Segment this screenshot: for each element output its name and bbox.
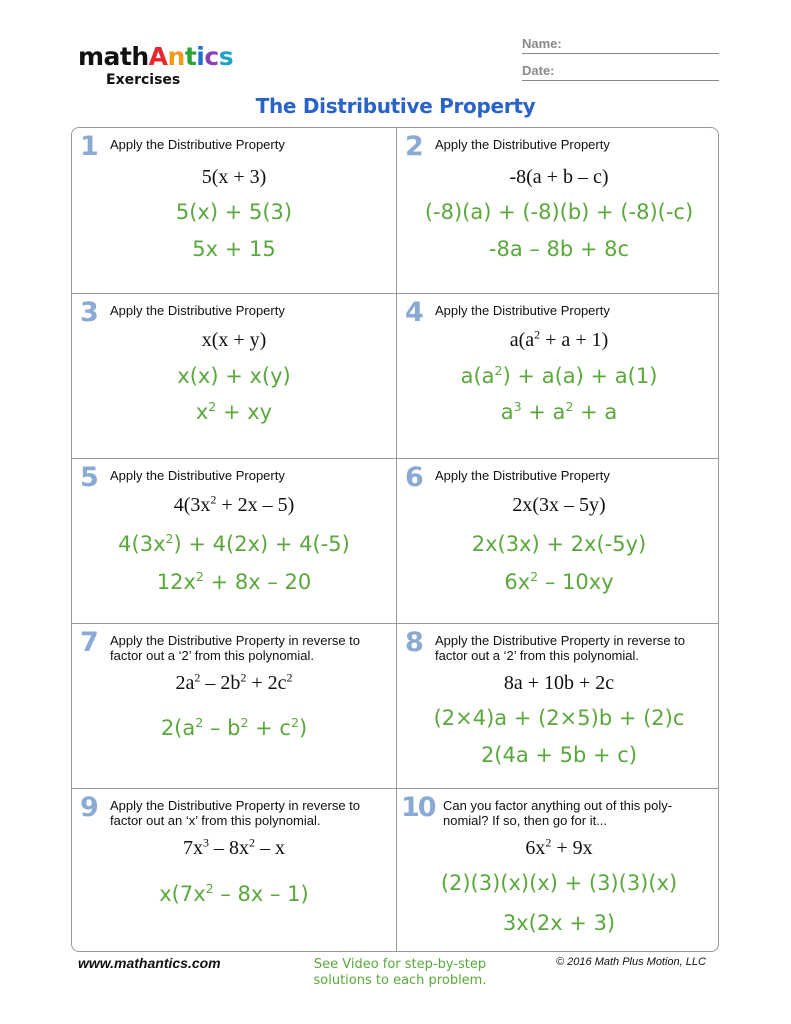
problem-number: 4 — [405, 297, 424, 328]
problem-expression: -8(a + b – c) — [509, 166, 609, 188]
problem-expression: 2x(3x – 5y) — [512, 494, 606, 516]
answer-step: 3x(2x + 3) — [502, 911, 616, 935]
answer-step: $12x^2 + 8x - 20$ — [156, 569, 312, 594]
problem-expression: $2a^2 - 2b^2 + 2c^2$ — [175, 670, 293, 694]
problem-number: 8 — [405, 627, 424, 658]
name-label: Name: — [522, 36, 562, 51]
problem-instruction: Can you factor anything out of this poly- nomial? If so, then go for it... — [443, 798, 673, 828]
problem-expression: $7x^3 - 8x^2$ – x — [183, 835, 285, 859]
problem-instruction: Apply the Distributive Property — [110, 137, 285, 152]
problem-number: 1 — [80, 131, 99, 162]
problem-instruction: Apply the Distributive Property — [110, 468, 285, 483]
problem-instruction: Apply the Distributive Property in reverse to factor out an ‘x’ from this polynomial. — [110, 798, 360, 828]
problem-cell-2 — [397, 128, 719, 293]
problem-cell-8 — [397, 624, 719, 788]
website-link[interactable]: www.mathantics.com — [78, 955, 221, 971]
problem-number: 10 — [401, 792, 435, 823]
problem-instruction: Apply the Distributive Property — [435, 303, 610, 318]
problem-number: 9 — [80, 792, 99, 823]
answer-step: $2(a^2 - b^2 + c^2)$ — [160, 715, 308, 740]
answer-step: $a^3 + a^2 + a$ — [500, 399, 618, 424]
answer-step: (2)(3)(x)(x) + (3)(3)(x) — [440, 871, 678, 895]
answer-step: $6x^2 - 10xy$ — [504, 569, 614, 594]
problem-expression: $6x^2 + 9x$ — [525, 835, 593, 859]
answer-step: x(x) + x(y) — [177, 364, 291, 388]
problem-cell-4 — [397, 294, 719, 458]
answer-step: (-8)(a) + (-8)(b) + (-8)(-c) — [424, 200, 694, 224]
problem-number: 5 — [80, 462, 99, 493]
answer-step: $x(7x^2 - 8x - 1)$ — [159, 881, 309, 906]
problem-grid — [71, 127, 719, 952]
answer-step: (2×4)a + (2×5)b + (2)c — [433, 706, 685, 730]
problem-cell-6 — [397, 459, 719, 623]
problem-number: 6 — [405, 462, 424, 493]
name-field[interactable] — [522, 33, 719, 54]
answer-step: 5(x) + 5(3) — [175, 200, 293, 224]
problem-expression: $4(3x^2 + 2x - 5)$ — [173, 492, 295, 516]
problem-cell-3 — [72, 294, 396, 458]
problem-cell-1 — [72, 128, 396, 293]
date-field[interactable] — [522, 60, 719, 81]
date-label: Date: — [522, 63, 555, 78]
problem-number: 7 — [80, 627, 99, 658]
answer-step: $x^2$ + xy — [195, 399, 273, 424]
page-title: The Distributive Property — [255, 94, 536, 118]
problem-instruction: Apply the Distributive Property in reverse to factor out a ‘2’ from this polynomial. — [435, 633, 685, 663]
video-note — [300, 957, 500, 989]
problem-instruction: Apply the Distributive Property — [435, 137, 610, 152]
problem-expression: x(x + y) — [201, 329, 267, 351]
answer-step: 2x(3x) + 2x(-5y) — [471, 532, 647, 556]
problem-cell-7 — [72, 624, 396, 788]
copyright: © 2016 Math Plus Motion, LLC — [556, 956, 706, 968]
video-note-line: See Video for step-by-step — [313, 957, 487, 972]
problem-cell-10 — [397, 789, 719, 952]
problem-instruction: Apply the Distributive Property — [110, 303, 285, 318]
problem-number: 2 — [405, 131, 424, 162]
answer-step: $4(3x^2) + 4(2x) + 4(-5)$ — [118, 531, 350, 556]
problem-number: 3 — [80, 297, 99, 328]
problem-instruction: Apply the Distributive Property — [435, 468, 610, 483]
problem-cell-9 — [72, 789, 396, 952]
problem-expression: 5(x + 3) — [201, 166, 267, 188]
answer-step: 2(4a + 5b + c) — [480, 743, 638, 767]
problem-instruction: Apply the Distributive Property in reverse to factor out a ‘2’ from this polynomial. — [110, 633, 360, 663]
logo-wordmark: mathAntics — [78, 42, 234, 71]
logo-subtitle: Exercises — [106, 72, 181, 88]
video-note-line: solutions to each problem. — [313, 973, 487, 988]
answer-step: -8a – 8b + 8c — [488, 237, 630, 261]
answer-step: $a(a^2) + a(a) + a(1)$ — [460, 363, 658, 388]
answer-step: 5x + 15 — [192, 237, 276, 261]
problem-expression: $a(a^2 + a + 1)$ — [509, 327, 609, 351]
mathantics-logo — [78, 44, 233, 88]
problem-expression: 8a + 10b + 2c — [503, 672, 615, 694]
problem-cell-5 — [72, 459, 396, 623]
